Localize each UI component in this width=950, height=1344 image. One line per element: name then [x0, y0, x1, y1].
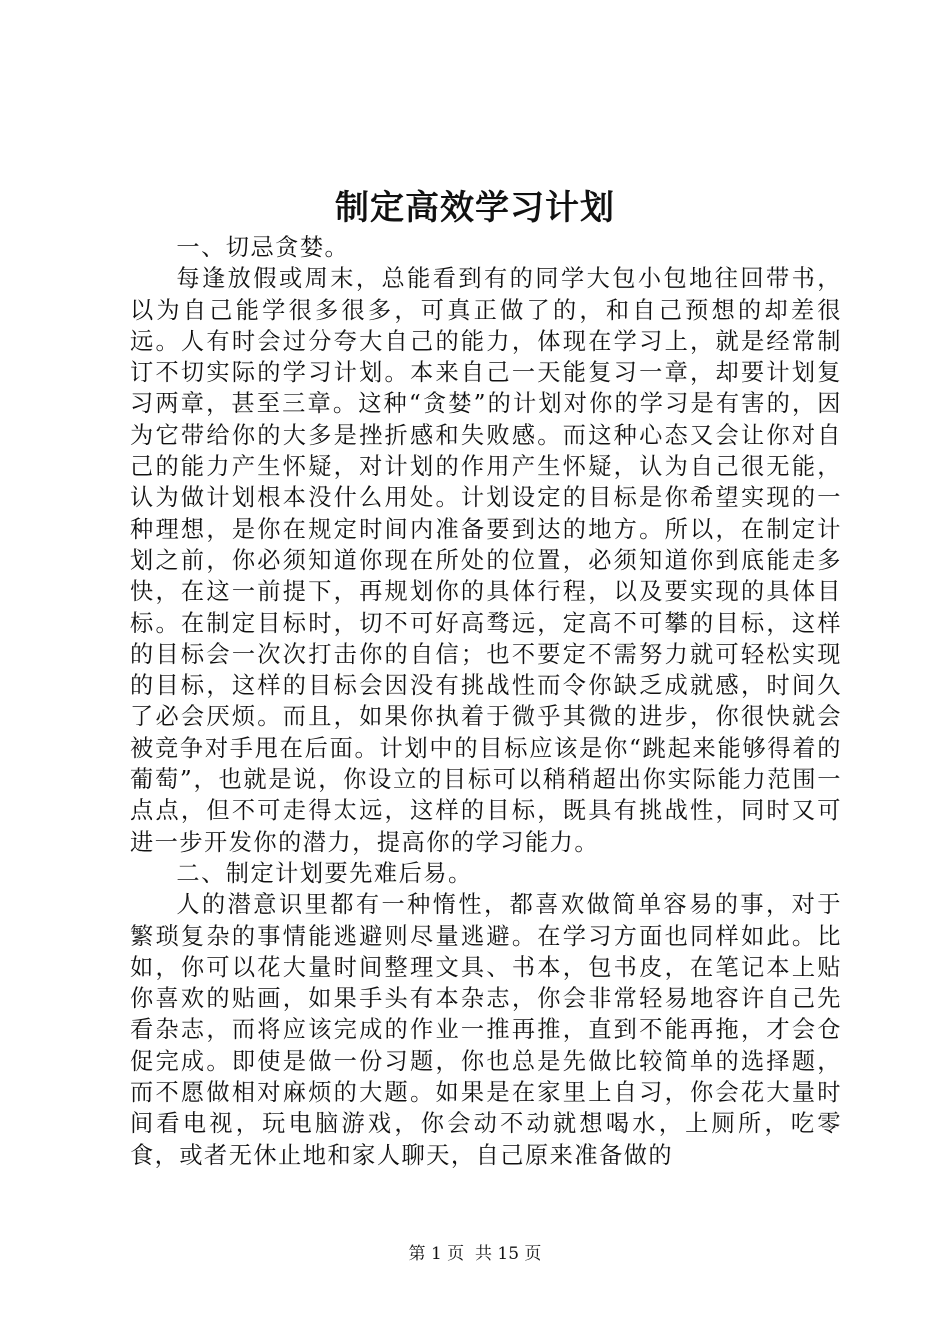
section-heading-1: 一、切忌贪婪。: [176, 234, 350, 261]
document-title: 制定高效学习计划: [335, 188, 615, 228]
section-heading-2: 二、制定计划要先难后易。: [176, 859, 473, 887]
document-body: [130, 232, 842, 1171]
section-paragraph-2: 人的潜意识里都有一种惰性，都喜欢做简单容易的事，对于繁琐复杂的事情能逃避则尽量逃避。在学习方面也同样如此。比如，你可以花大量时间整理文具、书本，包书皮，在笔记本上贴你喜欢的贴画，如果手头有本杂志，你会非常轻易地容许自己先看杂志，而将应该完成的作业一推再推，直到不能再拖，才会仓促完成。即使是做一份习题，你也总是先做比较简单的选择题，而不愿做相对麻烦的大题。如果是在家里上自习，你会花大量时间看电视，玩电脑游戏，你会动不动就想喝水，上厕所，吃零食，或者无休止地和家人聊天，自己原来准备做的: [130, 891, 842, 1169]
page-total: 共 15 页: [474, 1244, 542, 1264]
page-number: 第 1 页: [408, 1244, 465, 1264]
page-footer: [0, 1242, 950, 1266]
section-paragraph-1: 每逢放假或周末，总能看到有的同学大包小包地往回带书，以为自己能学很多很多，可真正做了的，和自己预想的却差很远。人有时会过分夸大自己的能力，体现在学习上，就是经常制订不切实际的学习计划。本来自己一天能复习一章，却要计划复习两章，甚至三章。这种“贪婪”的计划对你的学习是有害的，因为它带给你的大多是挫折感和失败感。而这种心态又会让你对自己的能力产生怀疑，对计划的作用产生怀疑，认为自己很无能，认为做计划根本没什么用处。计划设定的目标是你希望实现的一种理想，是你在规定时间内准备要到达的地方。所以，在制定计划之前，你必须知道你现在所处的位置，必须知道你到底能走多快，在这一前提下，再规划你的具体行程，以及要实现的具体目标。在制定目标时，切不可好高骛远，定高不可攀的目标，这样的目标会一次次打击你的自信；也不要定不需努力就可轻松实现的目标，这样的目标会因没有挑战性而令你缺乏成就感，时间久了必会厌烦。而且，如果你执着于微乎其微的进步，你很快就会被竞争对手甩在后面。计划中的目标应该是你“跳起来能够得着的葡萄”，也就是说，你设立的目标可以稍稍超出你实际能力范围一点点，但不可走得太远，这样的目标，既具有挑战性，同时又可进一步开发你的潜力，提高你的学习能力。: [130, 265, 842, 856]
